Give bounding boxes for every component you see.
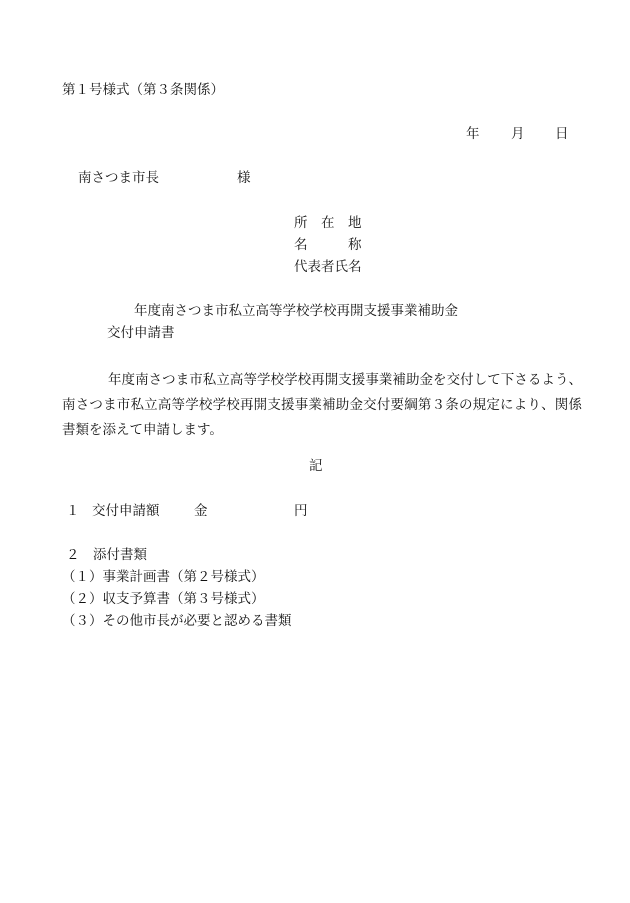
- body-paragraph: 年度南さつま市私立高等学校学校再開支援事業補助金を交付して下さるよう、南さつま市私立高等学校学校再開支援事業補助金交付要綱第３条の規定により、関係書類を添えて申請します。: [62, 372, 582, 438]
- applicant-address-label: 所 在 地: [294, 215, 362, 231]
- addressee-honorific: 様: [237, 170, 251, 186]
- item-1-label: 交付申請額: [92, 503, 160, 519]
- attachment-3: （３）その他市長が必要と認める書類: [62, 613, 292, 629]
- applicant-representative-label: 代表者氏名: [294, 259, 362, 275]
- attachment-1: （１）事業計画書（第２号様式）: [62, 569, 265, 585]
- applicant-name-label: 名 称: [294, 237, 362, 253]
- addressee-name: 南さつま市長: [78, 170, 159, 186]
- form-number: 第１号様式（第３条関係）: [62, 82, 224, 98]
- title-line-2: 交付申請書: [107, 325, 175, 341]
- attachment-2: （２）収支予算書（第３号様式）: [62, 591, 265, 607]
- title-line-1: 年度南さつま市私立高等学校学校再開支援事業補助金: [134, 303, 458, 319]
- item-1-prefix: 金: [194, 503, 208, 519]
- item-1-unit: 円: [294, 503, 308, 519]
- item-1-number: １: [66, 503, 80, 519]
- date-year: 年: [466, 126, 480, 142]
- date-day: 日: [555, 126, 569, 142]
- item-2-heading: ２ 添付書類: [66, 547, 147, 563]
- date-month: 月: [511, 126, 525, 142]
- ki-heading: 記: [309, 458, 323, 474]
